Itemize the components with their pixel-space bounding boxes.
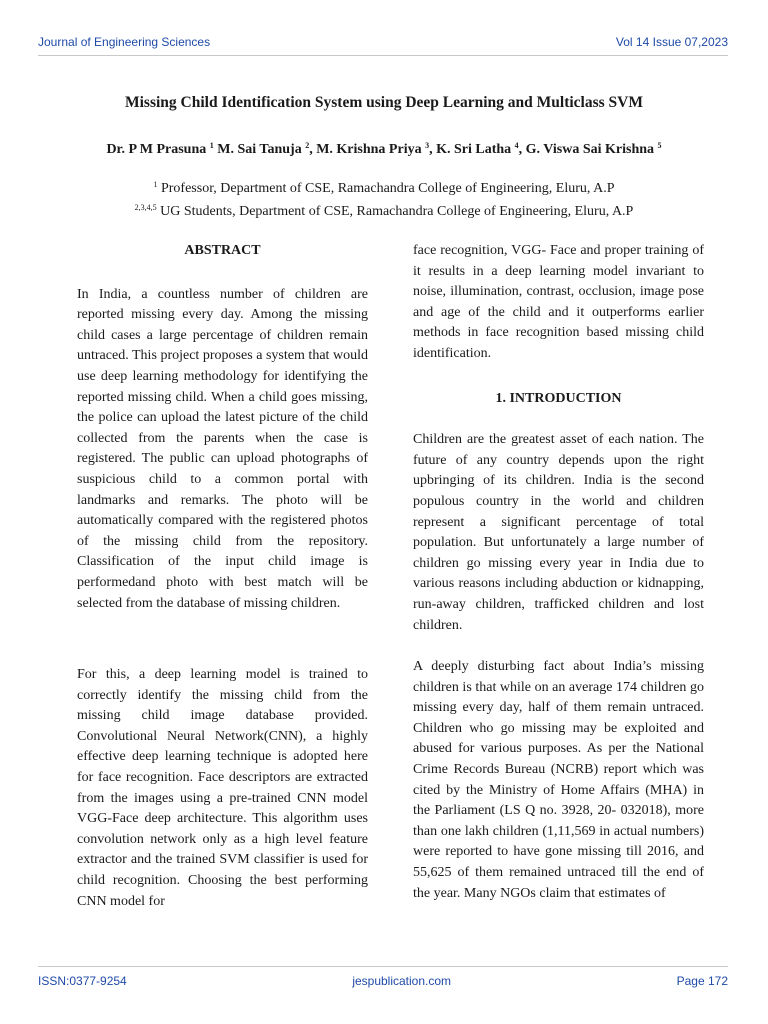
page-number: Page 172 bbox=[676, 974, 728, 988]
running-footer bbox=[38, 974, 728, 988]
running-header bbox=[38, 35, 728, 49]
site-label: jespublication.com bbox=[352, 974, 452, 988]
header-rule bbox=[38, 55, 728, 56]
author-name: K. Sri Latha bbox=[436, 142, 512, 157]
author-name: G. Viswa Sai Krishna bbox=[525, 142, 655, 157]
issn-label: ISSN:0377-9254 bbox=[38, 974, 127, 988]
affiliation-sup: 2,3,4,5 bbox=[134, 203, 157, 212]
author-sup: 2 bbox=[305, 141, 310, 150]
author-name: M. Krishna Priya bbox=[316, 142, 422, 157]
abstract-paragraph-1: In India, a countless number of children are reported missing every day. Among the missing child cases a large percentage of children remain untraced. This project proposes a system that would use deep learning methodology for identifying the reported missing child. When a child goes missing, the police can upload the latest picture of the child collected from the parents when the case is registered. The public can upload photographs of suspicious child to a common portal with landmarks and remarks. The photo will be automatically compared with the registered photos of the missing child from the repository. Classification of the input child image is performedand photo with best match will be selected from the database of missing children. bbox=[77, 286, 368, 611]
footer-rule bbox=[38, 966, 728, 967]
affiliation-sup: 1 bbox=[153, 180, 158, 189]
introduction-paragraph-2: A deeply disturbing fact about India’s missing children is that while on an average 174 children go missing every day, half of them remain untraced. Children who go missing may be exploited and abused for various purposes. As per the National Crime Records Bureau (NCRB) report which was cited by the Ministry of Home Affairs (MHA) in the Parliament (LS Q no. 3928, 20- 032018), more than one lakh children (1,11,569 in actual numbers) were reported to have gone missing till 2016, and 55,625 of them remained untraced till the end of the year. Many NGOs claim that estimates of bbox=[413, 659, 704, 901]
paper-title: Missing Child Identification System using Deep Learning and Multiclass SVM bbox=[124, 94, 644, 111]
abstract-paragraph-2: For this, a deep learning model is trained to correctly identify the missing child from the missing child image database provided. Convolutional Neural Network(CNN), a highly effective deep learning technique is adopted here for face recognition. Face descriptors are extracted from the images using a pre-trained CNN model VGG-Face deep architecture. This algorithm uses convolution network only as a high level feature extractor and the trained SVM classifier is used for child recognition. Choosing the best performing CNN model for bbox=[77, 667, 368, 909]
abstract-heading: ABSTRACT bbox=[184, 243, 261, 258]
introduction-heading: 1. INTRODUCTION bbox=[495, 390, 622, 406]
introduction-paragraph-1: Children are the greatest asset of each nation. The future of any country depends upon the right upbringing of its children. India is the second populous country in the world and children represent a significant percentage of total population. But unfortunately a large number of children go missing every year in India due to various reasons including abduction or kidnapping, run-away children, trafficked children and lost children. bbox=[413, 432, 704, 633]
left-column bbox=[77, 241, 368, 912]
journal-name: Journal of Engineering Sciences bbox=[38, 35, 211, 49]
author-sup: 5 bbox=[657, 141, 662, 150]
issue-info: Vol 14 Issue 07,2023 bbox=[615, 35, 728, 49]
author-name: M. Sai Tanuja bbox=[217, 142, 302, 157]
affiliation-2 bbox=[0, 203, 768, 220]
author-sup: 3 bbox=[425, 141, 430, 150]
author-name: Dr. P M Prasuna bbox=[106, 142, 207, 157]
abstract-paragraph-3: face recognition, VGG- Face and proper training of it results in a deep learning model invariant to noise, illumination, contrast, occlusion, image pose and age of the child and it outperforms earlier methods in face recognition based missing child identification. bbox=[413, 243, 704, 361]
author-list: Dr. P M Prasuna $^1$ M. Sai Tanuja $^2$, M. Krishna Priya $^3$, K. Sri Latha $^4$, G. Viswa Sai Krishna $^5$ bbox=[106, 141, 662, 157]
affiliation-text: Professor, Department of CSE, Ramachandra College of Engineering, Eluru, A.P bbox=[160, 181, 615, 196]
affiliation-text: UG Students, Department of CSE, Ramachandra College of Engineering, Eluru, A.P bbox=[160, 204, 634, 219]
right-column bbox=[413, 241, 704, 904]
author-sup: 1 bbox=[209, 141, 214, 150]
affiliation-1 bbox=[0, 180, 768, 197]
author-sup: 4 bbox=[514, 141, 519, 150]
